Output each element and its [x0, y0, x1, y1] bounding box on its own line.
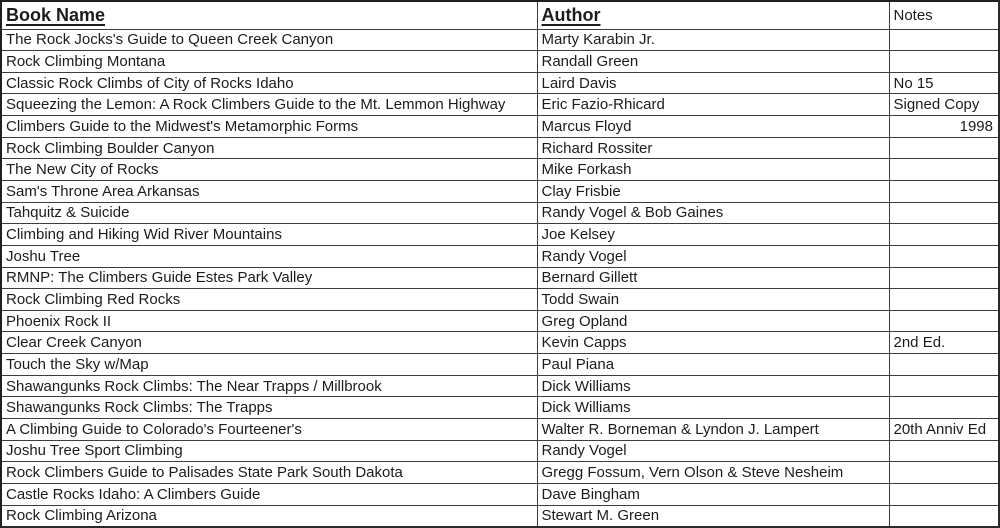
author-cell[interactable]: Marcus Floyd	[537, 116, 889, 138]
notes-cell[interactable]	[889, 397, 999, 419]
notes-cell[interactable]	[889, 289, 999, 311]
column-header-book-name[interactable]: Book Name	[1, 1, 537, 29]
notes-cell[interactable]	[889, 310, 999, 332]
author-cell[interactable]: Gregg Fossum, Vern Olson & Steve Nesheim	[537, 462, 889, 484]
notes-cell[interactable]	[889, 375, 999, 397]
author-cell[interactable]: Dick Williams	[537, 397, 889, 419]
book-name-cell[interactable]: Castle Rocks Idaho: A Climbers Guide	[1, 483, 537, 505]
book-name-cell[interactable]: A Climbing Guide to Colorado's Fourteener's	[1, 419, 537, 441]
book-name-cell[interactable]: Tahquitz & Suicide	[1, 202, 537, 224]
notes-cell[interactable]	[889, 505, 999, 527]
notes-cell[interactable]	[889, 202, 999, 224]
table-row	[1, 29, 999, 51]
book-name-cell[interactable]: Rock Climbing Boulder Canyon	[1, 137, 537, 159]
notes-cell[interactable]: 2nd Ed.	[889, 332, 999, 354]
author-cell[interactable]: Bernard Gillett	[537, 267, 889, 289]
table-row	[1, 224, 999, 246]
table-row	[1, 375, 999, 397]
table-row	[1, 483, 999, 505]
table-body	[1, 29, 999, 527]
author-cell[interactable]: Greg Opland	[537, 310, 889, 332]
notes-cell[interactable]: Signed Copy	[889, 94, 999, 116]
table-row	[1, 159, 999, 181]
author-cell[interactable]: Walter R. Borneman & Lyndon J. Lampert	[537, 419, 889, 441]
author-cell[interactable]: Randy Vogel	[537, 440, 889, 462]
notes-cell[interactable]	[889, 224, 999, 246]
table-row	[1, 462, 999, 484]
notes-cell[interactable]: 20th Anniv Ed	[889, 419, 999, 441]
table-row	[1, 137, 999, 159]
table-row	[1, 116, 999, 138]
table-header-row	[1, 1, 999, 29]
notes-cell[interactable]	[889, 483, 999, 505]
book-name-cell[interactable]: Phoenix Rock II	[1, 310, 537, 332]
notes-cell[interactable]	[889, 267, 999, 289]
book-name-cell[interactable]: Shawangunks Rock Climbs: The Trapps	[1, 397, 537, 419]
table-row	[1, 245, 999, 267]
book-name-cell[interactable]: Rock Climbing Arizona	[1, 505, 537, 527]
notes-cell[interactable]: 1998	[889, 116, 999, 138]
column-header-notes[interactable]: Notes	[889, 1, 999, 29]
book-name-cell[interactable]: Rock Climbing Montana	[1, 51, 537, 73]
notes-cell[interactable]	[889, 245, 999, 267]
book-name-cell[interactable]: Joshu Tree	[1, 245, 537, 267]
author-cell[interactable]: Marty Karabin Jr.	[537, 29, 889, 51]
author-cell[interactable]: Todd Swain	[537, 289, 889, 311]
author-cell[interactable]: Laird Davis	[537, 72, 889, 94]
table-row	[1, 505, 999, 527]
book-name-cell[interactable]: Rock Climbers Guide to Palisades State Park South Dakota	[1, 462, 537, 484]
book-name-cell[interactable]: The New City of Rocks	[1, 159, 537, 181]
table-row	[1, 72, 999, 94]
book-name-cell[interactable]: Rock Climbing Red Rocks	[1, 289, 537, 311]
notes-cell[interactable]	[889, 180, 999, 202]
table-row	[1, 354, 999, 376]
author-cell[interactable]: Randall Green	[537, 51, 889, 73]
author-cell[interactable]: Joe Kelsey	[537, 224, 889, 246]
book-name-cell[interactable]: Squeezing the Lemon: A Rock Climbers Guide to the Mt. Lemmon Highway	[1, 94, 537, 116]
book-name-cell[interactable]: The Rock Jocks's Guide to Queen Creek Canyon	[1, 29, 537, 51]
table-row	[1, 180, 999, 202]
notes-cell[interactable]	[889, 137, 999, 159]
author-cell[interactable]: Clay Frisbie	[537, 180, 889, 202]
author-cell[interactable]: Stewart M. Green	[537, 505, 889, 527]
table-row	[1, 332, 999, 354]
notes-cell[interactable]	[889, 462, 999, 484]
table-row	[1, 289, 999, 311]
table-row	[1, 397, 999, 419]
book-name-cell[interactable]: Sam's Throne Area Arkansas	[1, 180, 537, 202]
author-cell[interactable]: Dick Williams	[537, 375, 889, 397]
notes-cell[interactable]	[889, 51, 999, 73]
book-name-cell[interactable]: Joshu Tree Sport Climbing	[1, 440, 537, 462]
book-name-cell[interactable]: Clear Creek Canyon	[1, 332, 537, 354]
author-cell[interactable]: Richard Rossiter	[537, 137, 889, 159]
author-cell[interactable]: Randy Vogel & Bob Gaines	[537, 202, 889, 224]
notes-cell[interactable]: No 15	[889, 72, 999, 94]
book-name-cell[interactable]: Climbing and Hiking Wid River Mountains	[1, 224, 537, 246]
table-row	[1, 440, 999, 462]
column-header-author[interactable]: Author	[537, 1, 889, 29]
book-name-cell[interactable]: RMNP: The Climbers Guide Estes Park Valley	[1, 267, 537, 289]
author-cell[interactable]: Kevin Capps	[537, 332, 889, 354]
book-name-cell[interactable]: Touch the Sky w/Map	[1, 354, 537, 376]
book-name-cell[interactable]: Shawangunks Rock Climbs: The Near Trapps / Millbrook	[1, 375, 537, 397]
author-cell[interactable]: Mike Forkash	[537, 159, 889, 181]
notes-cell[interactable]	[889, 29, 999, 51]
author-cell[interactable]: Randy Vogel	[537, 245, 889, 267]
notes-cell[interactable]	[889, 354, 999, 376]
book-name-cell[interactable]: Climbers Guide to the Midwest's Metamorphic Forms	[1, 116, 537, 138]
notes-cell[interactable]	[889, 159, 999, 181]
notes-cell[interactable]	[889, 440, 999, 462]
author-cell[interactable]: Paul Piana	[537, 354, 889, 376]
table-row	[1, 310, 999, 332]
book-name-cell[interactable]: Classic Rock Climbs of City of Rocks Idaho	[1, 72, 537, 94]
table-row	[1, 202, 999, 224]
table-row	[1, 51, 999, 73]
author-cell[interactable]: Dave Bingham	[537, 483, 889, 505]
table-row	[1, 94, 999, 116]
author-cell[interactable]: Eric Fazio-Rhicard	[537, 94, 889, 116]
table-row	[1, 267, 999, 289]
table-row	[1, 419, 999, 441]
